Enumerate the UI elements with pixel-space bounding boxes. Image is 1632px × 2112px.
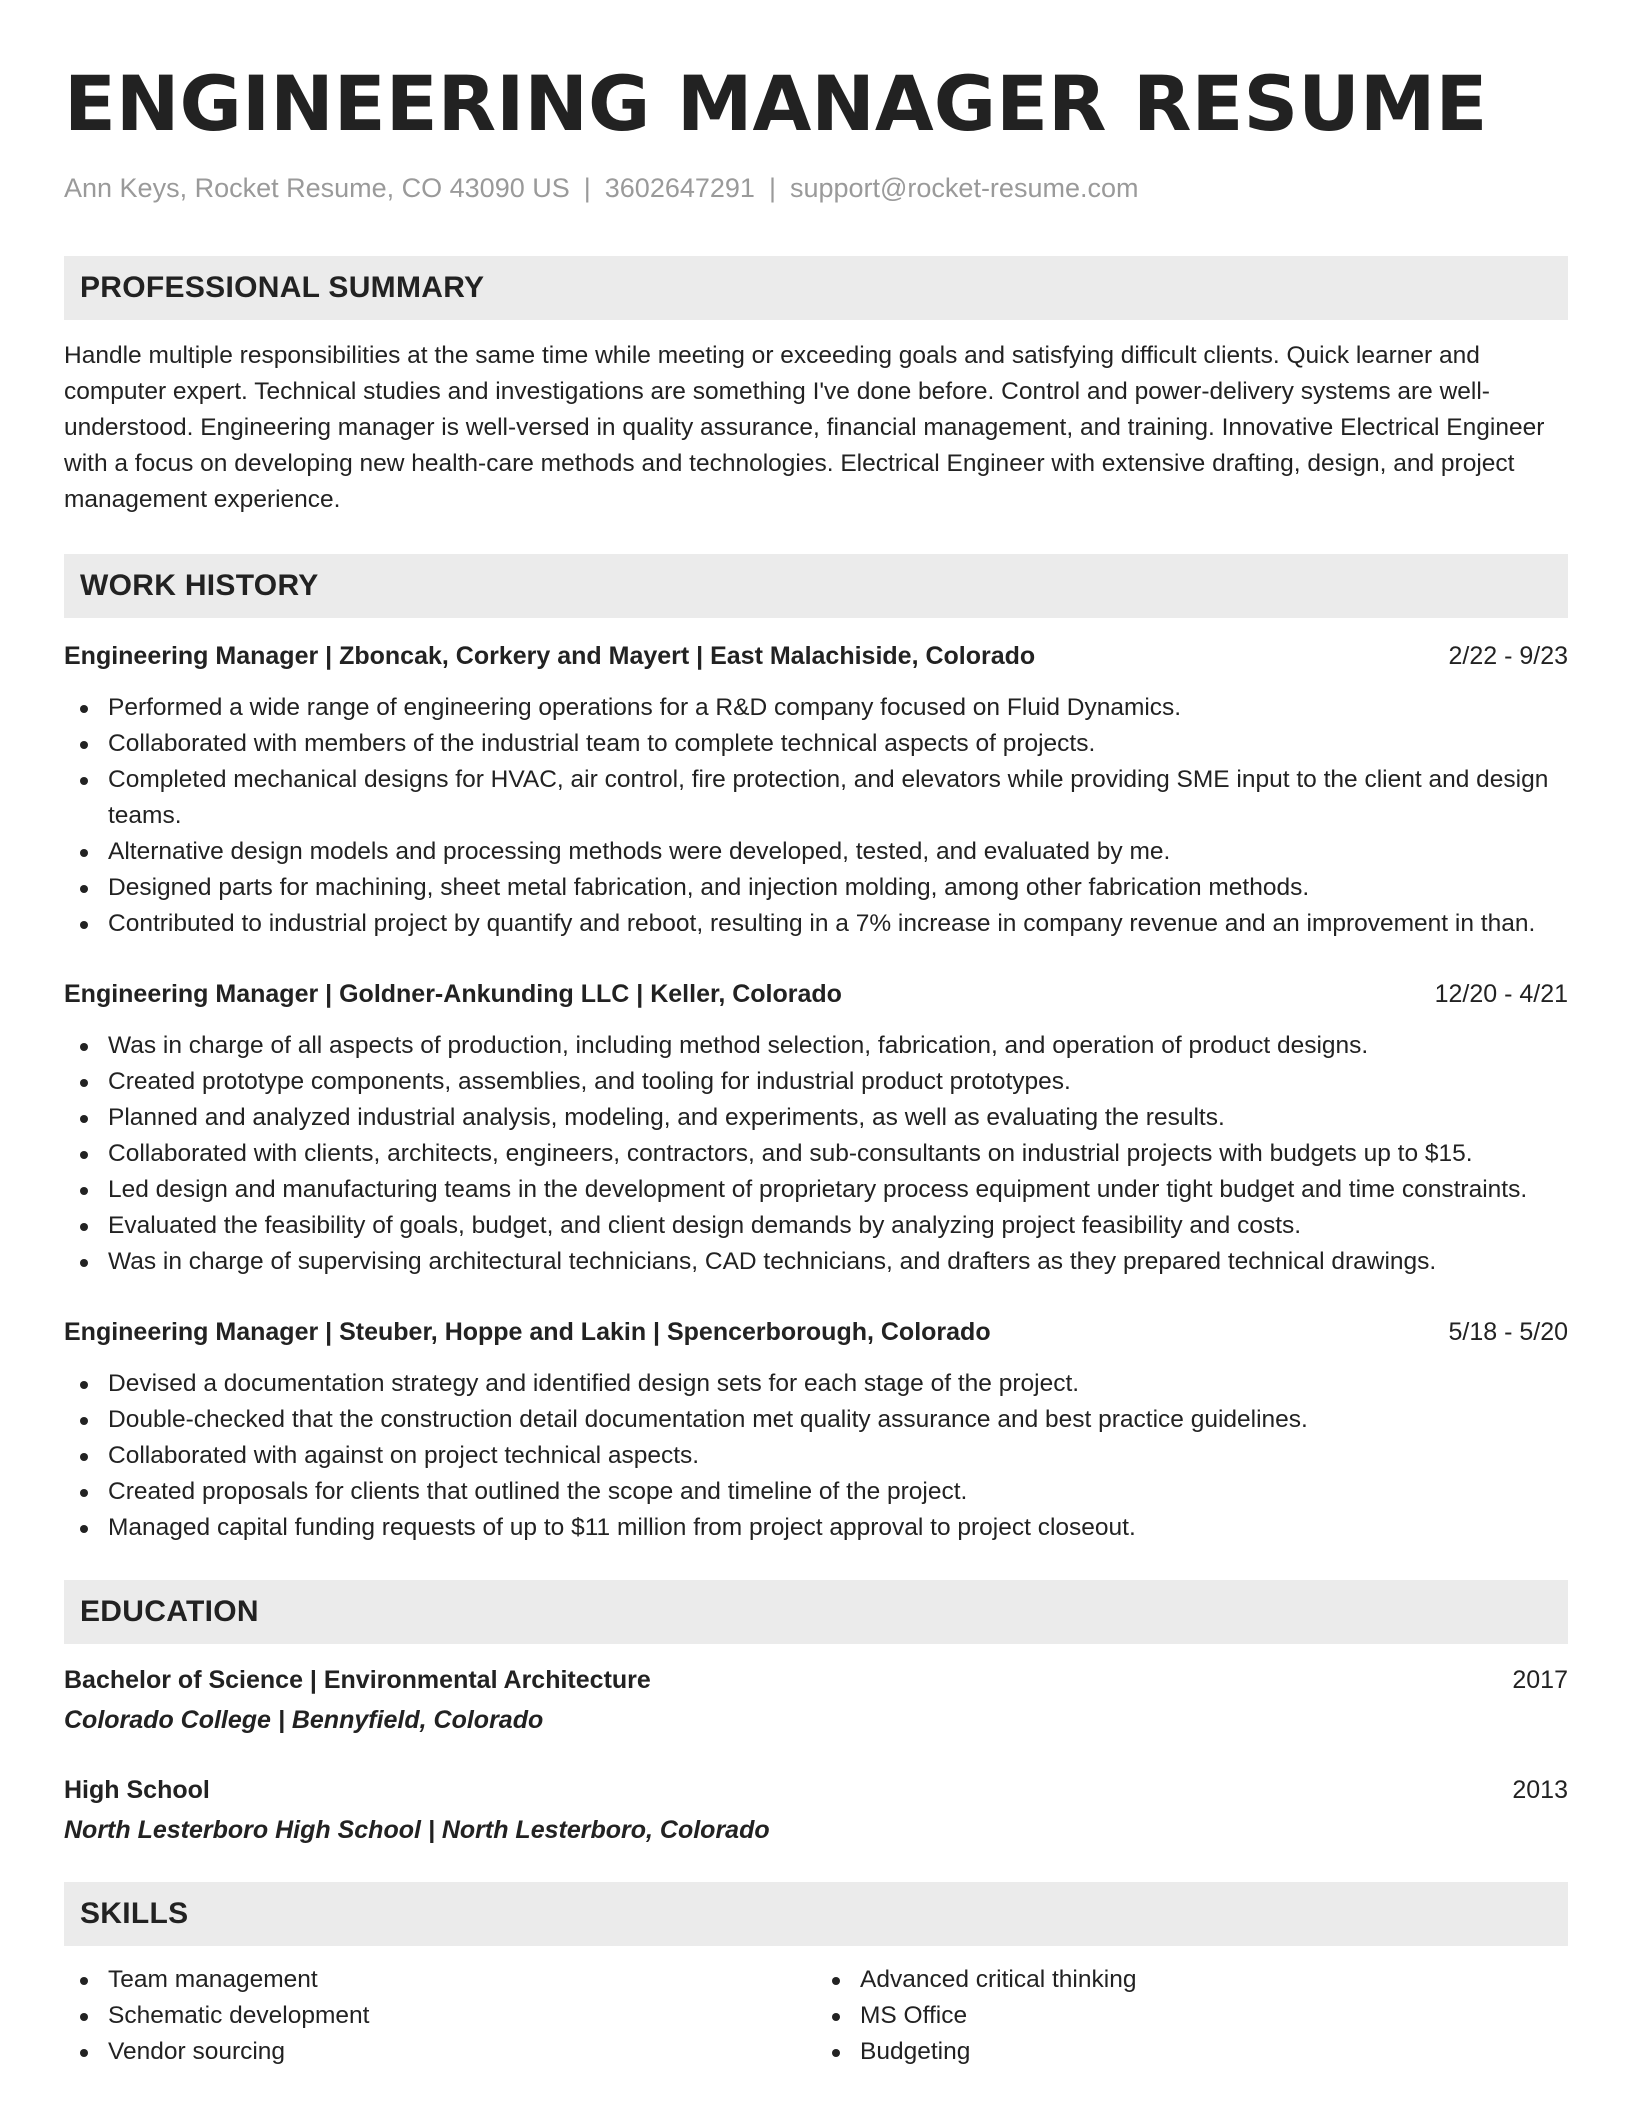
job-bullet: Collaborated with members of the industrial team to complete technical aspects of projects.: [64, 726, 1568, 762]
section-header-skills: SKILLS: [64, 1882, 1568, 1946]
section-header-summary: PROFESSIONAL SUMMARY: [64, 256, 1568, 320]
section-header-education: EDUCATION: [64, 1580, 1568, 1644]
job-bullet: Collaborated with against on project technical aspects.: [64, 1438, 1568, 1474]
contact-phone: 3602647291: [604, 173, 755, 203]
education-school: North Lesterboro High School | North Lesterboro, Colorado: [64, 1816, 770, 1844]
job-bullet: Collaborated with clients, architects, engineers, contractors, and sub-consultants on industrial projects with budgets up to $15.: [64, 1136, 1568, 1172]
job-bullet: Planned and analyzed industrial analysis, modeling, and experiments, as well as evaluating the results.: [64, 1100, 1568, 1136]
job-header: [64, 976, 1568, 1012]
job-bullet: Managed capital funding requests of up to $11 million from project approval to project closeout.: [64, 1510, 1568, 1546]
education-entry: [64, 1772, 1568, 1848]
contact-line: [64, 170, 1568, 206]
job-bullet: Completed mechanical designs for HVAC, air control, fire protection, and elevators while providing SME input to the client and design teams.: [64, 762, 1568, 834]
skill-item: Vendor sourcing: [64, 2034, 816, 2070]
skill-item: Budgeting: [816, 2034, 1568, 2070]
job-entry: [64, 976, 1568, 1280]
job-bullet: Contributed to industrial project by quantify and reboot, resulting in a 7% increase in company revenue and an improvement in than.: [64, 906, 1568, 942]
job-title: Engineering Manager | Zboncak, Corkery and Mayert | East Malachiside, Colorado: [64, 642, 1036, 670]
job-bullet: Devised a documentation strategy and identified design sets for each stage of the project.: [64, 1366, 1568, 1402]
job-entry: [64, 638, 1568, 942]
education-year: 2013: [1512, 1776, 1568, 1804]
job-title: Engineering Manager | Steuber, Hoppe and Lakin | Spencerborough, Colorado: [64, 1318, 991, 1346]
education-year: 2017: [1512, 1666, 1568, 1694]
contact-separator: |: [583, 173, 591, 203]
education-header: [64, 1662, 1568, 1698]
job-bullet: Double-checked that the construction detail documentation met quality assurance and best practice guidelines.: [64, 1402, 1568, 1438]
job-bullet: Performed a wide range of engineering operations for a R&D company focused on Fluid Dynamics.: [64, 690, 1568, 726]
job-bullet: Designed parts for machining, sheet metal fabrication, and injection molding, among other fabrication methods.: [64, 870, 1568, 906]
job-bullet: Alternative design models and processing methods were developed, tested, and evaluated by me.: [64, 834, 1568, 870]
education-header: [64, 1772, 1568, 1808]
job-bullet: Evaluated the feasibility of goals, budget, and client design demands by analyzing project feasibility and costs.: [64, 1208, 1568, 1244]
skills-column-left: [64, 1962, 816, 2070]
education-school: Colorado College | Bennyfield, Colorado: [64, 1706, 544, 1734]
job-bullets: [64, 1028, 1568, 1280]
contact-email: support@rocket-resume.com: [789, 173, 1139, 203]
education-degree: High School: [64, 1776, 210, 1804]
skill-item: Team management: [64, 1962, 816, 1998]
job-bullet: Led design and manufacturing teams in the development of proprietary process equipment under tight budget and time constraints.: [64, 1172, 1568, 1208]
job-bullets: [64, 690, 1568, 942]
job-entry: [64, 1314, 1568, 1546]
job-dates: 12/20 - 4/21: [1434, 980, 1568, 1008]
education-degree: Bachelor of Science | Environmental Architecture: [64, 1666, 651, 1694]
resume-title: ENGINEERING MANAGER RESUME: [64, 59, 1488, 148]
skills-column-right: [816, 1962, 1568, 2070]
contact-address: Ann Keys, Rocket Resume, CO 43090 US: [64, 173, 570, 203]
section-header-work-history: WORK HISTORY: [64, 554, 1568, 618]
job-bullets: [64, 1366, 1568, 1546]
contact-separator: |: [768, 173, 776, 203]
job-bullet: Created prototype components, assemblies, and tooling for industrial product prototypes.: [64, 1064, 1568, 1100]
job-title: Engineering Manager | Goldner-Ankunding LLC | Keller, Colorado: [64, 980, 842, 1008]
job-bullet: Was in charge of all aspects of production, including method selection, fabrication, and operation of product designs.: [64, 1028, 1568, 1064]
skills-list: [64, 1962, 1568, 2070]
job-dates: 2/22 - 9/23: [1448, 642, 1568, 670]
skill-item: Advanced critical thinking: [816, 1962, 1568, 1998]
skill-item: MS Office: [816, 1998, 1568, 2034]
education-entry: [64, 1662, 1568, 1738]
job-bullet: Was in charge of supervising architectural technicians, CAD technicians, and drafters as they prepared technical drawings.: [64, 1244, 1568, 1280]
summary-text: Handle multiple responsibilities at the same time while meeting or exceeding goals and satisfying difficult clients. Quick learner and computer expert. Technical studies and investigations are something I've done before. Control and power-delivery systems are well-understood. Engineering manager is well-versed in quality assurance, financial management, and training. Innovative Electrical Engineer with a focus on developing new health-care methods and technologies. Electrical Engineer with extensive drafting, design, and project management experience.: [64, 342, 1545, 513]
job-header: [64, 638, 1568, 674]
job-bullet: Created proposals for clients that outlined the scope and timeline of the project.: [64, 1474, 1568, 1510]
job-header: [64, 1314, 1568, 1350]
job-dates: 5/18 - 5/20: [1448, 1318, 1568, 1346]
skill-item: Schematic development: [64, 1998, 816, 2034]
